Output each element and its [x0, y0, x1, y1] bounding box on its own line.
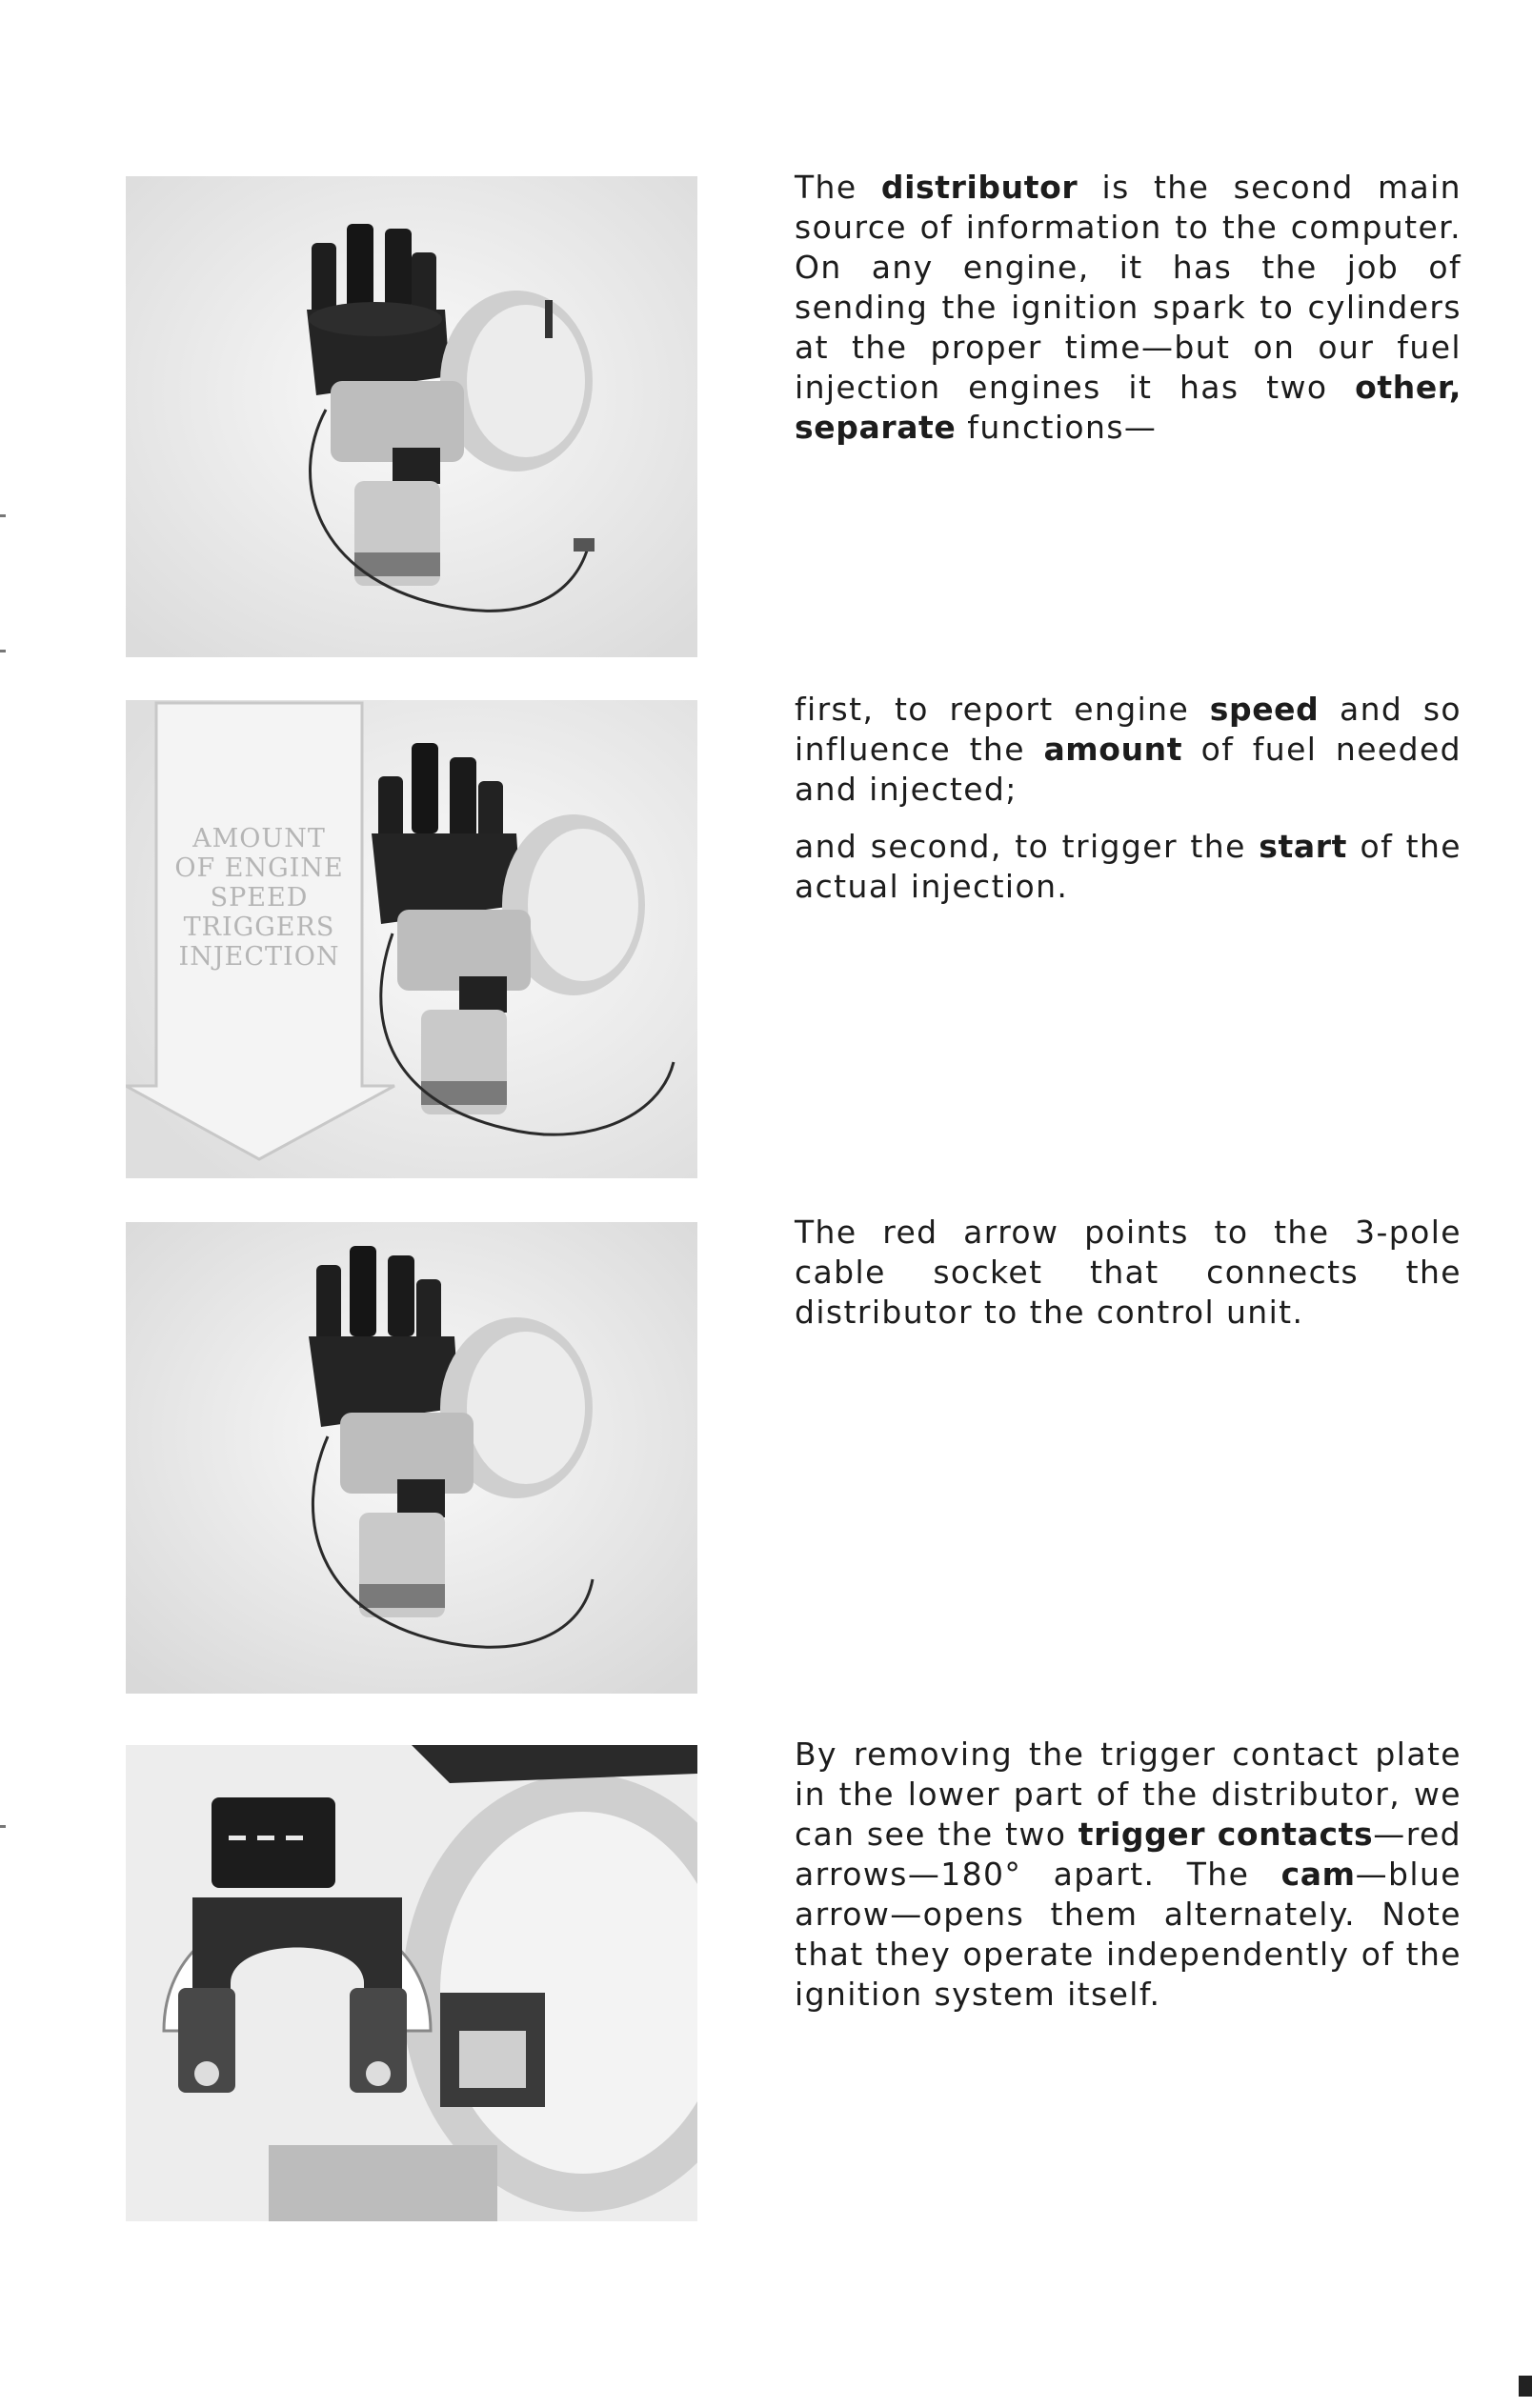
margin-mark [0, 650, 6, 652]
distributor-photo-3 [126, 1222, 697, 1694]
arrow-line: OF ENGINE [174, 853, 344, 883]
arrow-line: SPEED [210, 883, 309, 913]
paragraph: and second, to trigger the start of the actual injection. [795, 828, 1461, 905]
emphasis: other, separate [795, 369, 1461, 446]
emphasis: speed [1209, 691, 1320, 728]
margin-mark [0, 514, 6, 517]
paragraph: The distributor is the second main source of information to the computer. On any engine, it has the job of sending the ignition spark to cylinders at the proper time—but on our fuel injection engines it has two other, separate functions— [795, 169, 1461, 446]
paragraph: The red arrow points to the 3-pole cable socket that connects the distributor to the control unit. [795, 1214, 1461, 1331]
trigger-contacts-photo [126, 1745, 697, 2221]
emphasis: cam [1280, 1856, 1356, 1893]
arrow-line: INJECTION [178, 942, 340, 972]
distributor-photo-2 [126, 700, 697, 1178]
margin-mark [0, 1825, 6, 1828]
arrow-graphic-label [156, 824, 362, 972]
arrow-line: AMOUNT [192, 824, 326, 853]
paragraph: first, to report engine speed and so influence the amount of fuel needed and injected; [795, 691, 1461, 808]
section-text-trigger-contacts [795, 1735, 1461, 2032]
section-text-socket [795, 1213, 1461, 1350]
paragraph: By removing the trigger contact plate in the lower part of the distributor, we can see the two trigger contacts—red arrows—180° apart. The cam—blue arrow—opens them alternately. Note that they operate independently of the ignition system itself. [795, 1736, 1461, 2013]
distributor-photo-1 [126, 176, 697, 657]
section-text-functions [795, 690, 1461, 924]
emphasis: start [1259, 828, 1348, 865]
emphasis: amount [1043, 731, 1183, 768]
emphasis: distributor [880, 169, 1078, 206]
corner-mark [1519, 2376, 1532, 2397]
arrow-line: TRIGGERS [183, 913, 335, 942]
section-text-distributor-intro [795, 168, 1461, 465]
emphasis: trigger contacts [1078, 1816, 1374, 1853]
